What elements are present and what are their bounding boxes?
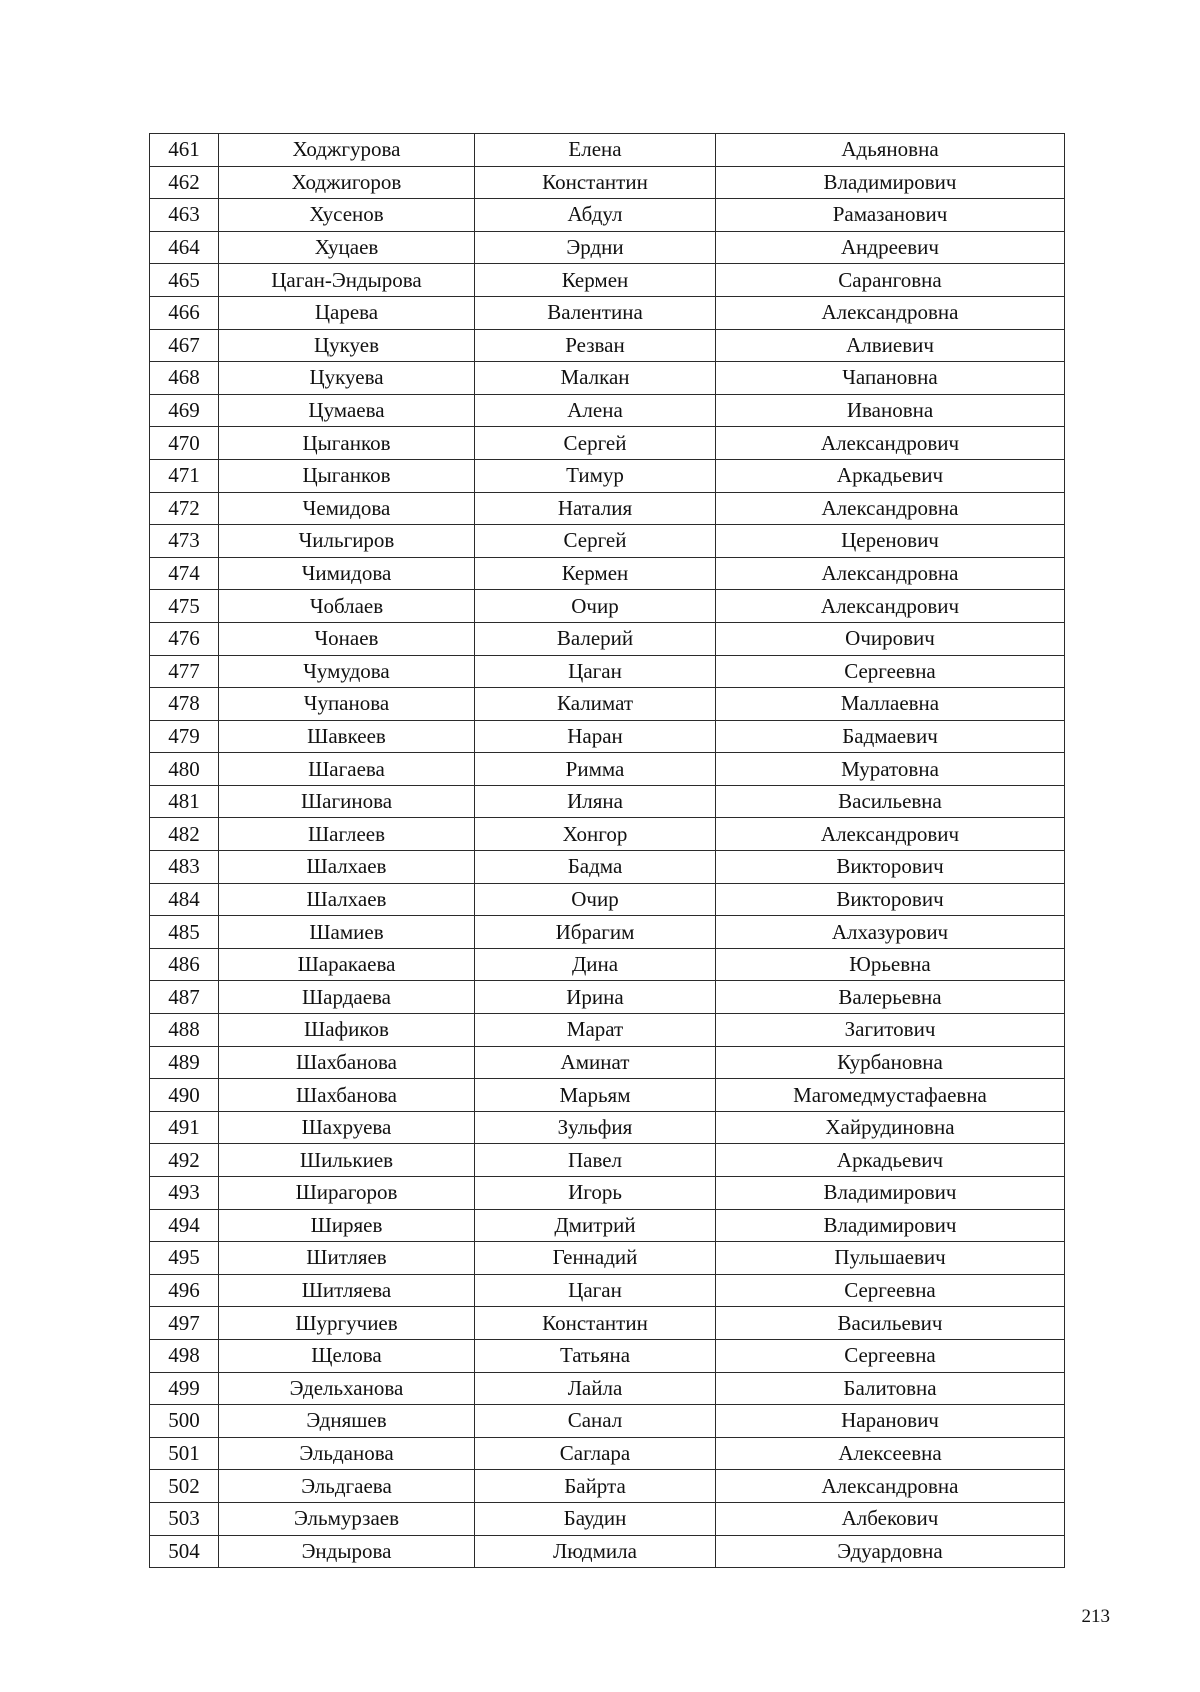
- row-number-cell: 492: [150, 1144, 219, 1177]
- row-number-cell: 491: [150, 1111, 219, 1144]
- last-name-cell: Чемидова: [219, 492, 475, 525]
- first-name-cell: Аминат: [475, 1046, 716, 1079]
- row-number-cell: 499: [150, 1372, 219, 1405]
- last-name-cell: Эльдгаева: [219, 1470, 475, 1503]
- last-name-cell: Чупанова: [219, 688, 475, 721]
- last-name-cell: Шаглеев: [219, 818, 475, 851]
- last-name-cell: Хуцаев: [219, 231, 475, 264]
- last-name-cell: Щелова: [219, 1339, 475, 1372]
- table-row: [150, 851, 1065, 884]
- table-row: [150, 1535, 1065, 1568]
- row-number-cell: 483: [150, 851, 219, 884]
- first-name-cell: Зульфия: [475, 1111, 716, 1144]
- first-name-cell: Кермен: [475, 557, 716, 590]
- table-row: [150, 1339, 1065, 1372]
- patronymic-cell: Валерьевна: [716, 981, 1065, 1014]
- first-name-cell: Баудин: [475, 1502, 716, 1535]
- first-name-cell: Хонгор: [475, 818, 716, 851]
- first-name-cell: Малкан: [475, 362, 716, 395]
- last-name-cell: Цаган-Эндырова: [219, 264, 475, 297]
- table-row: [150, 688, 1065, 721]
- table-row: [150, 296, 1065, 329]
- row-number-cell: 503: [150, 1502, 219, 1535]
- patronymic-cell: Александровна: [716, 296, 1065, 329]
- last-name-cell: Шитляев: [219, 1242, 475, 1275]
- patronymic-cell: Александрович: [716, 590, 1065, 623]
- first-name-cell: Павел: [475, 1144, 716, 1177]
- last-name-cell: Чимидова: [219, 557, 475, 590]
- row-number-cell: 473: [150, 525, 219, 558]
- table-row: [150, 655, 1065, 688]
- last-name-cell: Чумудова: [219, 655, 475, 688]
- row-number-cell: 482: [150, 818, 219, 851]
- table-row: [150, 1437, 1065, 1470]
- patronymic-cell: Сергеевна: [716, 1274, 1065, 1307]
- patronymic-cell: Владимирович: [716, 1177, 1065, 1210]
- last-name-cell: Шагинова: [219, 785, 475, 818]
- row-number-cell: 481: [150, 785, 219, 818]
- row-number-cell: 498: [150, 1339, 219, 1372]
- table-row: [150, 916, 1065, 949]
- row-number-cell: 476: [150, 622, 219, 655]
- table-row: [150, 459, 1065, 492]
- last-name-cell: Шавкеев: [219, 720, 475, 753]
- first-name-cell: Наран: [475, 720, 716, 753]
- first-name-cell: Кермен: [475, 264, 716, 297]
- table-row: [150, 166, 1065, 199]
- table-row: [150, 1209, 1065, 1242]
- patronymic-cell: Муратовна: [716, 753, 1065, 786]
- last-name-cell: Эльданова: [219, 1437, 475, 1470]
- patronymic-cell: Алексеевна: [716, 1437, 1065, 1470]
- patronymic-cell: Очирович: [716, 622, 1065, 655]
- row-number-cell: 469: [150, 394, 219, 427]
- first-name-cell: Елена: [475, 134, 716, 167]
- row-number-cell: 488: [150, 1014, 219, 1047]
- table-row: [150, 785, 1065, 818]
- first-name-cell: Цаган: [475, 655, 716, 688]
- row-number-cell: 485: [150, 916, 219, 949]
- row-number-cell: 470: [150, 427, 219, 460]
- last-name-cell: Цыганков: [219, 459, 475, 492]
- table-row: [150, 492, 1065, 525]
- last-name-cell: Шамиев: [219, 916, 475, 949]
- last-name-cell: Цыганков: [219, 427, 475, 460]
- last-name-cell: Чильгиров: [219, 525, 475, 558]
- table-row: [150, 1470, 1065, 1503]
- patronymic-cell: Адьяновна: [716, 134, 1065, 167]
- table-row: [150, 622, 1065, 655]
- last-name-cell: Эльмурзаев: [219, 1502, 475, 1535]
- patronymic-cell: Васильевич: [716, 1307, 1065, 1340]
- patronymic-cell: Курбановна: [716, 1046, 1065, 1079]
- row-number-cell: 480: [150, 753, 219, 786]
- first-name-cell: Цаган: [475, 1274, 716, 1307]
- patronymic-cell: Александрович: [716, 427, 1065, 460]
- table-row: [150, 1307, 1065, 1340]
- first-name-cell: Эрдни: [475, 231, 716, 264]
- row-number-cell: 468: [150, 362, 219, 395]
- row-number-cell: 471: [150, 459, 219, 492]
- patronymic-cell: Хайрудиновна: [716, 1111, 1065, 1144]
- last-name-cell: Ходжгурова: [219, 134, 475, 167]
- patronymic-cell: Наранович: [716, 1405, 1065, 1438]
- first-name-cell: Ибрагим: [475, 916, 716, 949]
- patronymic-cell: Албекович: [716, 1502, 1065, 1535]
- last-name-cell: Ширяев: [219, 1209, 475, 1242]
- table-row: [150, 1274, 1065, 1307]
- first-name-cell: Валентина: [475, 296, 716, 329]
- table-row: [150, 883, 1065, 916]
- row-number-cell: 484: [150, 883, 219, 916]
- last-name-cell: Шилькиев: [219, 1144, 475, 1177]
- last-name-cell: Шургучиев: [219, 1307, 475, 1340]
- patronymic-cell: Юрьевна: [716, 948, 1065, 981]
- row-number-cell: 477: [150, 655, 219, 688]
- first-name-cell: Марьям: [475, 1079, 716, 1112]
- first-name-cell: Дина: [475, 948, 716, 981]
- last-name-cell: Цумаева: [219, 394, 475, 427]
- first-name-cell: Абдул: [475, 199, 716, 232]
- last-name-cell: Эдельханова: [219, 1372, 475, 1405]
- first-name-cell: Сергей: [475, 525, 716, 558]
- table-row: [150, 557, 1065, 590]
- last-name-cell: Эдняшев: [219, 1405, 475, 1438]
- patronymic-cell: Бадмаевич: [716, 720, 1065, 753]
- patronymic-cell: Александровна: [716, 557, 1065, 590]
- row-number-cell: 487: [150, 981, 219, 1014]
- table-row: [150, 1242, 1065, 1275]
- first-name-cell: Байрта: [475, 1470, 716, 1503]
- first-name-cell: Татьяна: [475, 1339, 716, 1372]
- row-number-cell: 502: [150, 1470, 219, 1503]
- patronymic-cell: Сергеевна: [716, 1339, 1065, 1372]
- last-name-cell: Ходжигоров: [219, 166, 475, 199]
- first-name-cell: Очир: [475, 590, 716, 623]
- row-number-cell: 494: [150, 1209, 219, 1242]
- table-row: [150, 1111, 1065, 1144]
- patronymic-cell: Ивановна: [716, 394, 1065, 427]
- first-name-cell: Алена: [475, 394, 716, 427]
- last-name-cell: Шахбанова: [219, 1046, 475, 1079]
- table-row: [150, 818, 1065, 851]
- first-name-cell: Римма: [475, 753, 716, 786]
- row-number-cell: 474: [150, 557, 219, 590]
- row-number-cell: 500: [150, 1405, 219, 1438]
- patronymic-cell: Балитовна: [716, 1372, 1065, 1405]
- patronymic-cell: Церенович: [716, 525, 1065, 558]
- table-row: [150, 1144, 1065, 1177]
- table-row: [150, 720, 1065, 753]
- patronymic-cell: Владимирович: [716, 166, 1065, 199]
- first-name-cell: Геннадий: [475, 1242, 716, 1275]
- row-number-cell: 504: [150, 1535, 219, 1568]
- table-row: [150, 525, 1065, 558]
- table-row: [150, 134, 1065, 167]
- patronymic-cell: Магомедмустафаевна: [716, 1079, 1065, 1112]
- last-name-cell: Шалхаев: [219, 883, 475, 916]
- last-name-cell: Шафиков: [219, 1014, 475, 1047]
- table-row: [150, 948, 1065, 981]
- table-row: [150, 1046, 1065, 1079]
- patronymic-cell: Викторович: [716, 851, 1065, 884]
- last-name-cell: Чонаев: [219, 622, 475, 655]
- first-name-cell: Резван: [475, 329, 716, 362]
- patronymic-cell: Загитович: [716, 1014, 1065, 1047]
- last-name-cell: Ширагоров: [219, 1177, 475, 1210]
- row-number-cell: 495: [150, 1242, 219, 1275]
- first-name-cell: Иляна: [475, 785, 716, 818]
- patronymic-cell: Владимирович: [716, 1209, 1065, 1242]
- row-number-cell: 462: [150, 166, 219, 199]
- first-name-cell: Константин: [475, 166, 716, 199]
- first-name-cell: Константин: [475, 1307, 716, 1340]
- table-row: [150, 264, 1065, 297]
- row-number-cell: 486: [150, 948, 219, 981]
- first-name-cell: Людмила: [475, 1535, 716, 1568]
- patronymic-cell: Александрович: [716, 818, 1065, 851]
- patronymic-cell: Сергеевна: [716, 655, 1065, 688]
- table-row: [150, 362, 1065, 395]
- first-name-cell: Марат: [475, 1014, 716, 1047]
- row-number-cell: 501: [150, 1437, 219, 1470]
- table-row: [150, 427, 1065, 460]
- last-name-cell: Шахбанова: [219, 1079, 475, 1112]
- table-row: [150, 231, 1065, 264]
- first-name-cell: Дмитрий: [475, 1209, 716, 1242]
- row-number-cell: 493: [150, 1177, 219, 1210]
- patronymic-cell: Алхазурович: [716, 916, 1065, 949]
- patronymic-cell: Пульшаевич: [716, 1242, 1065, 1275]
- patronymic-cell: Саранговна: [716, 264, 1065, 297]
- patronymic-cell: Викторович: [716, 883, 1065, 916]
- table-row: [150, 981, 1065, 1014]
- table-row: [150, 329, 1065, 362]
- patronymic-cell: Чапановна: [716, 362, 1065, 395]
- first-name-cell: Сергей: [475, 427, 716, 460]
- first-name-cell: Саглара: [475, 1437, 716, 1470]
- patronymic-cell: Александровна: [716, 1470, 1065, 1503]
- first-name-cell: Бадма: [475, 851, 716, 884]
- last-name-cell: Цукуев: [219, 329, 475, 362]
- row-number-cell: 478: [150, 688, 219, 721]
- first-name-cell: Игорь: [475, 1177, 716, 1210]
- row-number-cell: 472: [150, 492, 219, 525]
- row-number-cell: 490: [150, 1079, 219, 1112]
- row-number-cell: 496: [150, 1274, 219, 1307]
- patronymic-cell: Рамазанович: [716, 199, 1065, 232]
- last-name-cell: Цукуева: [219, 362, 475, 395]
- last-name-cell: Эндырова: [219, 1535, 475, 1568]
- last-name-cell: Шагаева: [219, 753, 475, 786]
- patronymic-cell: Маллаевна: [716, 688, 1065, 721]
- row-number-cell: 497: [150, 1307, 219, 1340]
- patronymic-cell: Александровна: [716, 492, 1065, 525]
- last-name-cell: Шитляева: [219, 1274, 475, 1307]
- name-list-body: [150, 134, 1065, 1568]
- row-number-cell: 461: [150, 134, 219, 167]
- last-name-cell: Шахруева: [219, 1111, 475, 1144]
- last-name-cell: Шалхаев: [219, 851, 475, 884]
- table-row: [150, 1405, 1065, 1438]
- first-name-cell: Валерий: [475, 622, 716, 655]
- first-name-cell: Тимур: [475, 459, 716, 492]
- first-name-cell: Лайла: [475, 1372, 716, 1405]
- first-name-cell: Очир: [475, 883, 716, 916]
- first-name-cell: Санал: [475, 1405, 716, 1438]
- row-number-cell: 489: [150, 1046, 219, 1079]
- patronymic-cell: Эдуардовна: [716, 1535, 1065, 1568]
- page-number: 213: [1081, 1606, 1110, 1627]
- row-number-cell: 465: [150, 264, 219, 297]
- last-name-cell: Шардаева: [219, 981, 475, 1014]
- row-number-cell: 475: [150, 590, 219, 623]
- first-name-cell: Ирина: [475, 981, 716, 1014]
- table-row: [150, 394, 1065, 427]
- last-name-cell: Хусенов: [219, 199, 475, 232]
- table-row: [150, 199, 1065, 232]
- table-row: [150, 1502, 1065, 1535]
- first-name-cell: Калимат: [475, 688, 716, 721]
- patronymic-cell: Алвиевич: [716, 329, 1065, 362]
- last-name-cell: Шаракаева: [219, 948, 475, 981]
- row-number-cell: 466: [150, 296, 219, 329]
- first-name-cell: Наталия: [475, 492, 716, 525]
- row-number-cell: 464: [150, 231, 219, 264]
- row-number-cell: 467: [150, 329, 219, 362]
- name-list-table: [149, 133, 1065, 1568]
- patronymic-cell: Андреевич: [716, 231, 1065, 264]
- table-row: [150, 1014, 1065, 1047]
- patronymic-cell: Аркадьевич: [716, 459, 1065, 492]
- table-row: [150, 1372, 1065, 1405]
- last-name-cell: Чоблаев: [219, 590, 475, 623]
- patronymic-cell: Васильевна: [716, 785, 1065, 818]
- table-row: [150, 1079, 1065, 1112]
- table-row: [150, 590, 1065, 623]
- patronymic-cell: Аркадьевич: [716, 1144, 1065, 1177]
- last-name-cell: Царева: [219, 296, 475, 329]
- row-number-cell: 479: [150, 720, 219, 753]
- table-row: [150, 753, 1065, 786]
- table-row: [150, 1177, 1065, 1210]
- row-number-cell: 463: [150, 199, 219, 232]
